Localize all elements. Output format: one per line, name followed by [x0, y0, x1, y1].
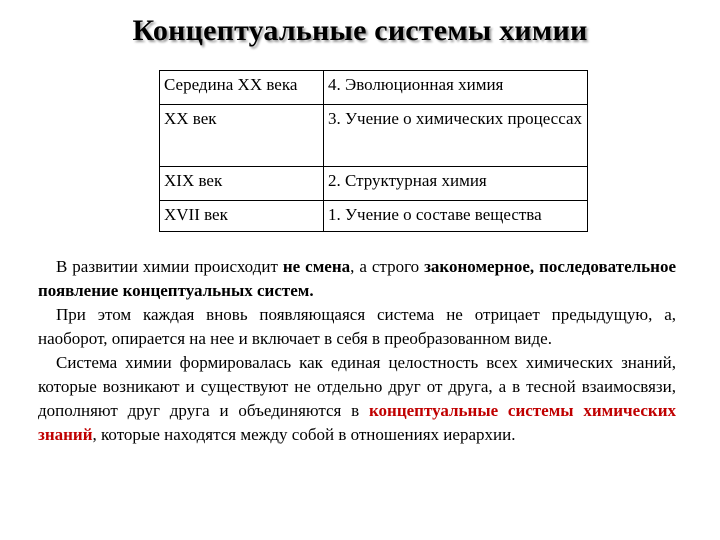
- p1-bold-regular-appearance: закономерное, последовательное появление концептуальных систем.: [38, 257, 676, 300]
- p3-text-a: Система химии формировалась как единая целостность всех химических знаний, которые возникают и существуют не отдельно друг от друга, а в тесной взаимосвязи, дополняют друг друга и объединяются в: [38, 353, 676, 420]
- system-cell: 2. Структурная химия: [324, 167, 588, 201]
- system-cell: 3. Учение о химических процессах: [324, 105, 588, 167]
- table-row: [160, 105, 588, 167]
- table-row: [160, 71, 588, 105]
- era-cell: XX век: [160, 105, 324, 167]
- page-title: Концептуальные системы химии: [132, 14, 588, 47]
- era-cell: Середина XX века: [160, 71, 324, 105]
- paragraph-development: [38, 255, 676, 303]
- era-cell: XVII век: [160, 201, 324, 232]
- system-cell: 1. Учение о составе вещества: [324, 201, 588, 232]
- p3-text-c: , которые находятся между собой в отношениях иерархии.: [92, 425, 516, 444]
- paragraph-succession: При этом каждая вновь появляющаяся система не отрицает предыдущую, а, наоборот, опирается на нее и включает в себя в преобразованном виде.: [38, 305, 676, 348]
- p1-text-a: В развитии химии происходит: [56, 257, 283, 276]
- system-cell: 4. Эволюционная химия: [324, 71, 588, 105]
- chemistry-systems-table: [159, 70, 588, 232]
- p1-bold-no-change: не смена: [282, 257, 351, 276]
- p1-text-c: , а строго: [350, 257, 425, 276]
- era-cell: XIX век: [160, 167, 324, 201]
- paragraph-system: [38, 351, 676, 447]
- table-row: [160, 167, 588, 201]
- p3-highlight-conceptual-systems: концептуальные системы химических знаний: [38, 401, 676, 444]
- body-text: [38, 255, 676, 447]
- table-row: [160, 201, 588, 232]
